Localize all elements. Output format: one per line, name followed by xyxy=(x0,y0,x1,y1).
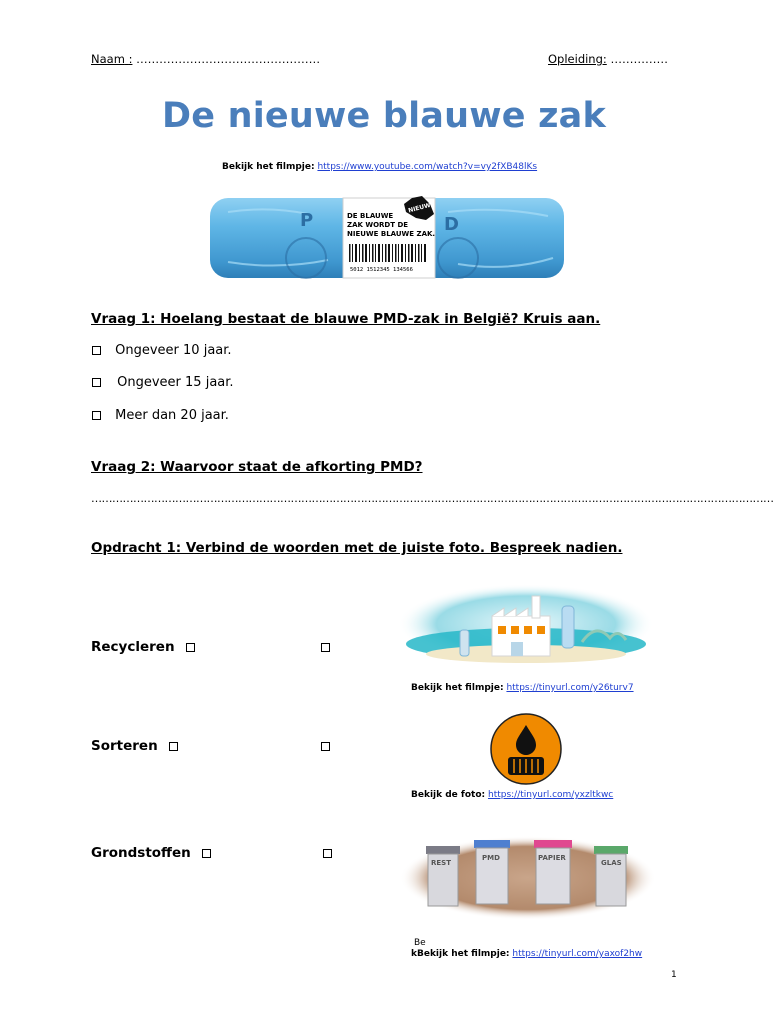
bag-letter-p: P xyxy=(300,210,314,231)
word-recycleren: Recycleren xyxy=(91,639,195,655)
sorting-bins-image xyxy=(398,834,658,920)
svg-text:5012 1512345 134566: 5012 1512345 134566 xyxy=(350,267,413,273)
intro-video-line xyxy=(222,162,537,172)
svg-text:NIEUW: NIEUW xyxy=(407,201,432,215)
svg-text:PAPIER: PAPIER xyxy=(538,854,566,862)
question-2-answer-line[interactable]: …………………………………………………………………………………………………………………………………………………………………………… xyxy=(91,492,774,505)
checkbox-icon[interactable] xyxy=(169,742,178,751)
word-grondstoffen: Grondstoffen xyxy=(91,845,211,861)
checkbox-icon[interactable] xyxy=(92,378,101,387)
match-checkbox-1[interactable] xyxy=(321,643,330,652)
question-1-title: Vraag 1: Hoelang bestaat de blauwe PMD-zak in België? Kruis aan. xyxy=(91,311,601,327)
raw-material-icon xyxy=(488,713,564,785)
task-1-title: Opdracht 1: Verbind de woorden met de juiste foto. Bespreek nadien. xyxy=(91,540,623,556)
name-dots: ………………………………………… xyxy=(136,52,321,66)
checkbox-icon[interactable] xyxy=(202,849,211,858)
recycling-factory-image xyxy=(396,582,656,664)
option-label: Ongeveer 15 jaar. xyxy=(117,375,234,390)
option-label: Meer dan 20 jaar. xyxy=(115,408,229,423)
question-1-option-3[interactable] xyxy=(92,408,229,423)
caption-1-link[interactable]: https://tinyurl.com/y26turv7 xyxy=(506,683,634,693)
education-field xyxy=(548,52,668,66)
bin-papier xyxy=(534,840,572,904)
bottle-icon xyxy=(460,630,469,656)
question-1-option-2[interactable] xyxy=(92,375,234,390)
caption-3: kBekijk het filmpje: https://tinyurl.com/yaxof2hw xyxy=(411,949,643,959)
svg-text:DE BLAUWE: DE BLAUWE xyxy=(347,212,394,220)
question-1-option-1[interactable] xyxy=(92,343,232,358)
svg-text:GLAS: GLAS xyxy=(601,859,622,867)
intro-video-label: Bekijk het filmpje: xyxy=(222,162,315,172)
bin-rest xyxy=(426,846,460,906)
bottle-icon xyxy=(562,606,574,648)
name-field xyxy=(91,52,320,66)
caption-2-link[interactable]: https://tinyurl.com/yxzltkwc xyxy=(487,790,614,800)
svg-text:NIEUWE BLAUWE ZAK.: NIEUWE BLAUWE ZAK. xyxy=(347,230,436,238)
option-label: Ongeveer 10 jaar. xyxy=(115,343,232,358)
intro-video-link[interactable]: https://www.youtube.com/watch?v=vy2fXB48lKs xyxy=(317,162,538,172)
word-sorteren: Sorteren xyxy=(91,738,178,754)
caption-1: Bekijk het filmpje: https://tinyurl.com/y26turv7 xyxy=(411,683,634,693)
caption-2: Bekijk de foto: https://tinyurl.com/yxzltkwc xyxy=(411,790,614,800)
svg-text:ZAK WORDT DE: ZAK WORDT DE xyxy=(347,221,409,229)
svg-text:REST: REST xyxy=(431,859,451,867)
caption-3-prefix: Be xyxy=(414,938,426,948)
bag-letter-d: D xyxy=(444,214,459,235)
bin-pmd xyxy=(474,840,510,904)
question-2-title: Vraag 2: Waarvoor staat de afkorting PMD? xyxy=(91,459,423,475)
match-checkbox-2[interactable] xyxy=(321,742,330,751)
education-dots: …………… xyxy=(610,52,668,66)
caption-3-link[interactable]: https://tinyurl.com/yaxof2hw xyxy=(512,949,643,959)
checkbox-icon[interactable] xyxy=(92,411,101,420)
match-checkbox-3[interactable] xyxy=(323,849,332,858)
page-title: De nieuwe blauwe zak xyxy=(162,96,606,136)
bin-glas xyxy=(594,846,628,906)
blue-bag-image xyxy=(208,192,568,282)
checkbox-icon[interactable] xyxy=(92,346,101,355)
page-number: 1 xyxy=(671,970,677,980)
checkbox-icon[interactable] xyxy=(186,643,195,652)
education-label: Opleiding: xyxy=(548,52,607,66)
svg-text:PMD: PMD xyxy=(482,854,500,862)
name-label: Naam : xyxy=(91,52,133,66)
